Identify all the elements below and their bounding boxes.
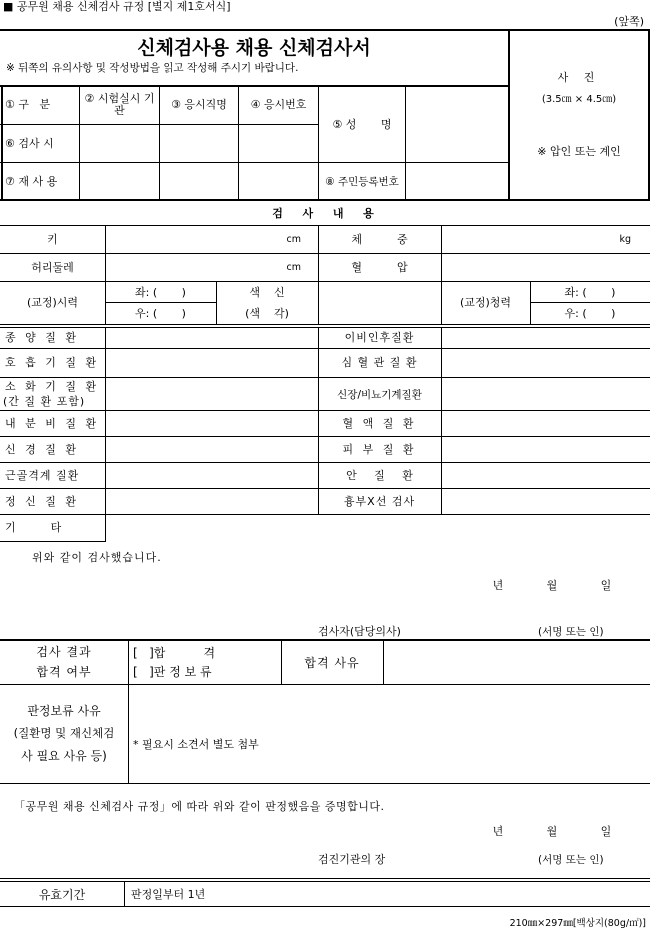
hearing-label: (교정)청력	[459, 296, 512, 309]
disease-renal: 신장/비뇨기계질환	[337, 388, 422, 401]
vision-label: (교정)시력	[26, 296, 79, 309]
disease-neurological: 신 경 질 환	[5, 443, 79, 456]
weight-unit: kg	[619, 233, 631, 245]
photo-stamp-note: ※ 압인 또는 계인	[537, 145, 621, 158]
exam-agency-label: ② 시험실시 기관	[84, 92, 155, 117]
reuse-label: ⑦ 재 사 용	[5, 175, 58, 188]
disease-endocrine: 내 분 비 질 환	[5, 417, 100, 430]
waist-label: 허리둘레	[31, 261, 74, 274]
disease-cardiovascular: 심 혈 관 질 환	[341, 356, 418, 369]
certify-month: 월	[546, 825, 558, 838]
vision-right: 우: ( )	[135, 307, 186, 320]
height-label: 키	[47, 233, 58, 246]
color-sense-sub: (색 각)	[245, 307, 289, 320]
institution-head-label: 검진기관의 장	[318, 853, 386, 866]
paper-spec: 210㎜×297㎜[백상지(80g/㎡)]	[509, 918, 646, 929]
attachment-note: * 필요시 소견서 별도 첨부	[133, 738, 259, 751]
hold-reason-label-2: (질환명 및 재신체검	[13, 726, 115, 740]
disease-eye: 안 질 환	[346, 469, 413, 482]
exam-time-label: ⑥ 검사 시	[5, 137, 54, 150]
category-label: ① 구 분	[5, 98, 51, 111]
weight-label: 체 중	[351, 233, 408, 246]
result-label-1: 검사 결과	[36, 644, 92, 659]
disease-other: 기 타	[5, 521, 62, 534]
disease-tumor: 종 양 질 환	[5, 331, 79, 344]
certify-year: 년	[492, 825, 504, 838]
pass-checkbox[interactable]: [ ]합 격	[133, 645, 216, 660]
color-sense-label: 색 신	[249, 286, 285, 299]
exam-year: 년	[492, 579, 504, 592]
name-label: ⑤ 성 명	[332, 118, 392, 131]
disease-mental: 정 신 질 환	[5, 495, 79, 508]
exam-content-heading: 검 사 내 용	[272, 207, 378, 220]
resident-number-label: ⑧ 주민등록번호	[325, 175, 399, 188]
exam-confirm-text: 위와 같이 검사했습니다.	[32, 551, 162, 564]
pass-reason-label: 합격 사유	[304, 655, 360, 670]
front-side-label: (앞쪽)	[614, 15, 644, 28]
certification-text: 「공무원 채용 신체검사 규정」에 따라 위와 같이 판정했음을 증명합니다.	[14, 800, 385, 813]
vision-left: 좌: ( )	[135, 286, 186, 299]
certify-day: 일	[600, 825, 612, 838]
hold-reason-label-3: 사 필요 사유 등)	[21, 748, 107, 763]
validity-value: 판정일부터 1년	[131, 888, 206, 901]
disease-skin: 피 부 질 환	[342, 443, 417, 456]
disease-digestive-liver: (간 질 환 포함)	[3, 395, 86, 408]
hold-checkbox[interactable]: [ ]판 정 보 류	[133, 664, 212, 679]
exam-day: 일	[600, 579, 612, 592]
hearing-left: 좌: ( )	[564, 286, 616, 299]
disease-blood: 혈 액 질 환	[342, 417, 417, 430]
photo-label: 사 진	[557, 71, 601, 84]
disease-digestive: 소 화 기 질 환	[5, 380, 100, 393]
disease-respiratory: 호 흡 기 질 환	[5, 356, 100, 369]
validity-label: 유효기간	[38, 887, 86, 902]
exam-number-label: ④ 응시번호	[250, 98, 307, 111]
examiner-sign: (서명 또는 인)	[538, 625, 604, 638]
notice-text: ※ 뒤쪽의 유의사항 및 작성방법을 읽고 작성해 주시기 바랍니다.	[6, 61, 299, 74]
hold-reason-label-1: 판정보류 사유	[27, 703, 101, 718]
examiner-label: 검사자(담당의사)	[318, 625, 401, 638]
hearing-right: 우: ( )	[564, 307, 616, 320]
chest-xray: 흉부X선 검사	[343, 495, 416, 508]
disease-ent: 이비인후질환	[344, 331, 415, 344]
result-label-2: 합격 여부	[36, 664, 92, 679]
disease-musculoskeletal: 근골격계 질환	[5, 469, 80, 482]
height-unit: cm	[286, 233, 301, 245]
exam-month: 월	[546, 579, 558, 592]
position-label: ③ 응시직명	[171, 98, 227, 111]
regulation-label: ■ 공무원 채용 신체검사 규정 [별지 제1호서식]	[3, 0, 231, 13]
document-title: 신체검사용 채용 신체검사서	[137, 36, 371, 59]
blood-pressure-label: 혈 압	[351, 261, 408, 274]
photo-size: (3.5㎝ × 4.5㎝)	[541, 93, 617, 105]
waist-unit: cm	[286, 261, 301, 273]
institution-head-sign: (서명 또는 인)	[538, 853, 604, 866]
